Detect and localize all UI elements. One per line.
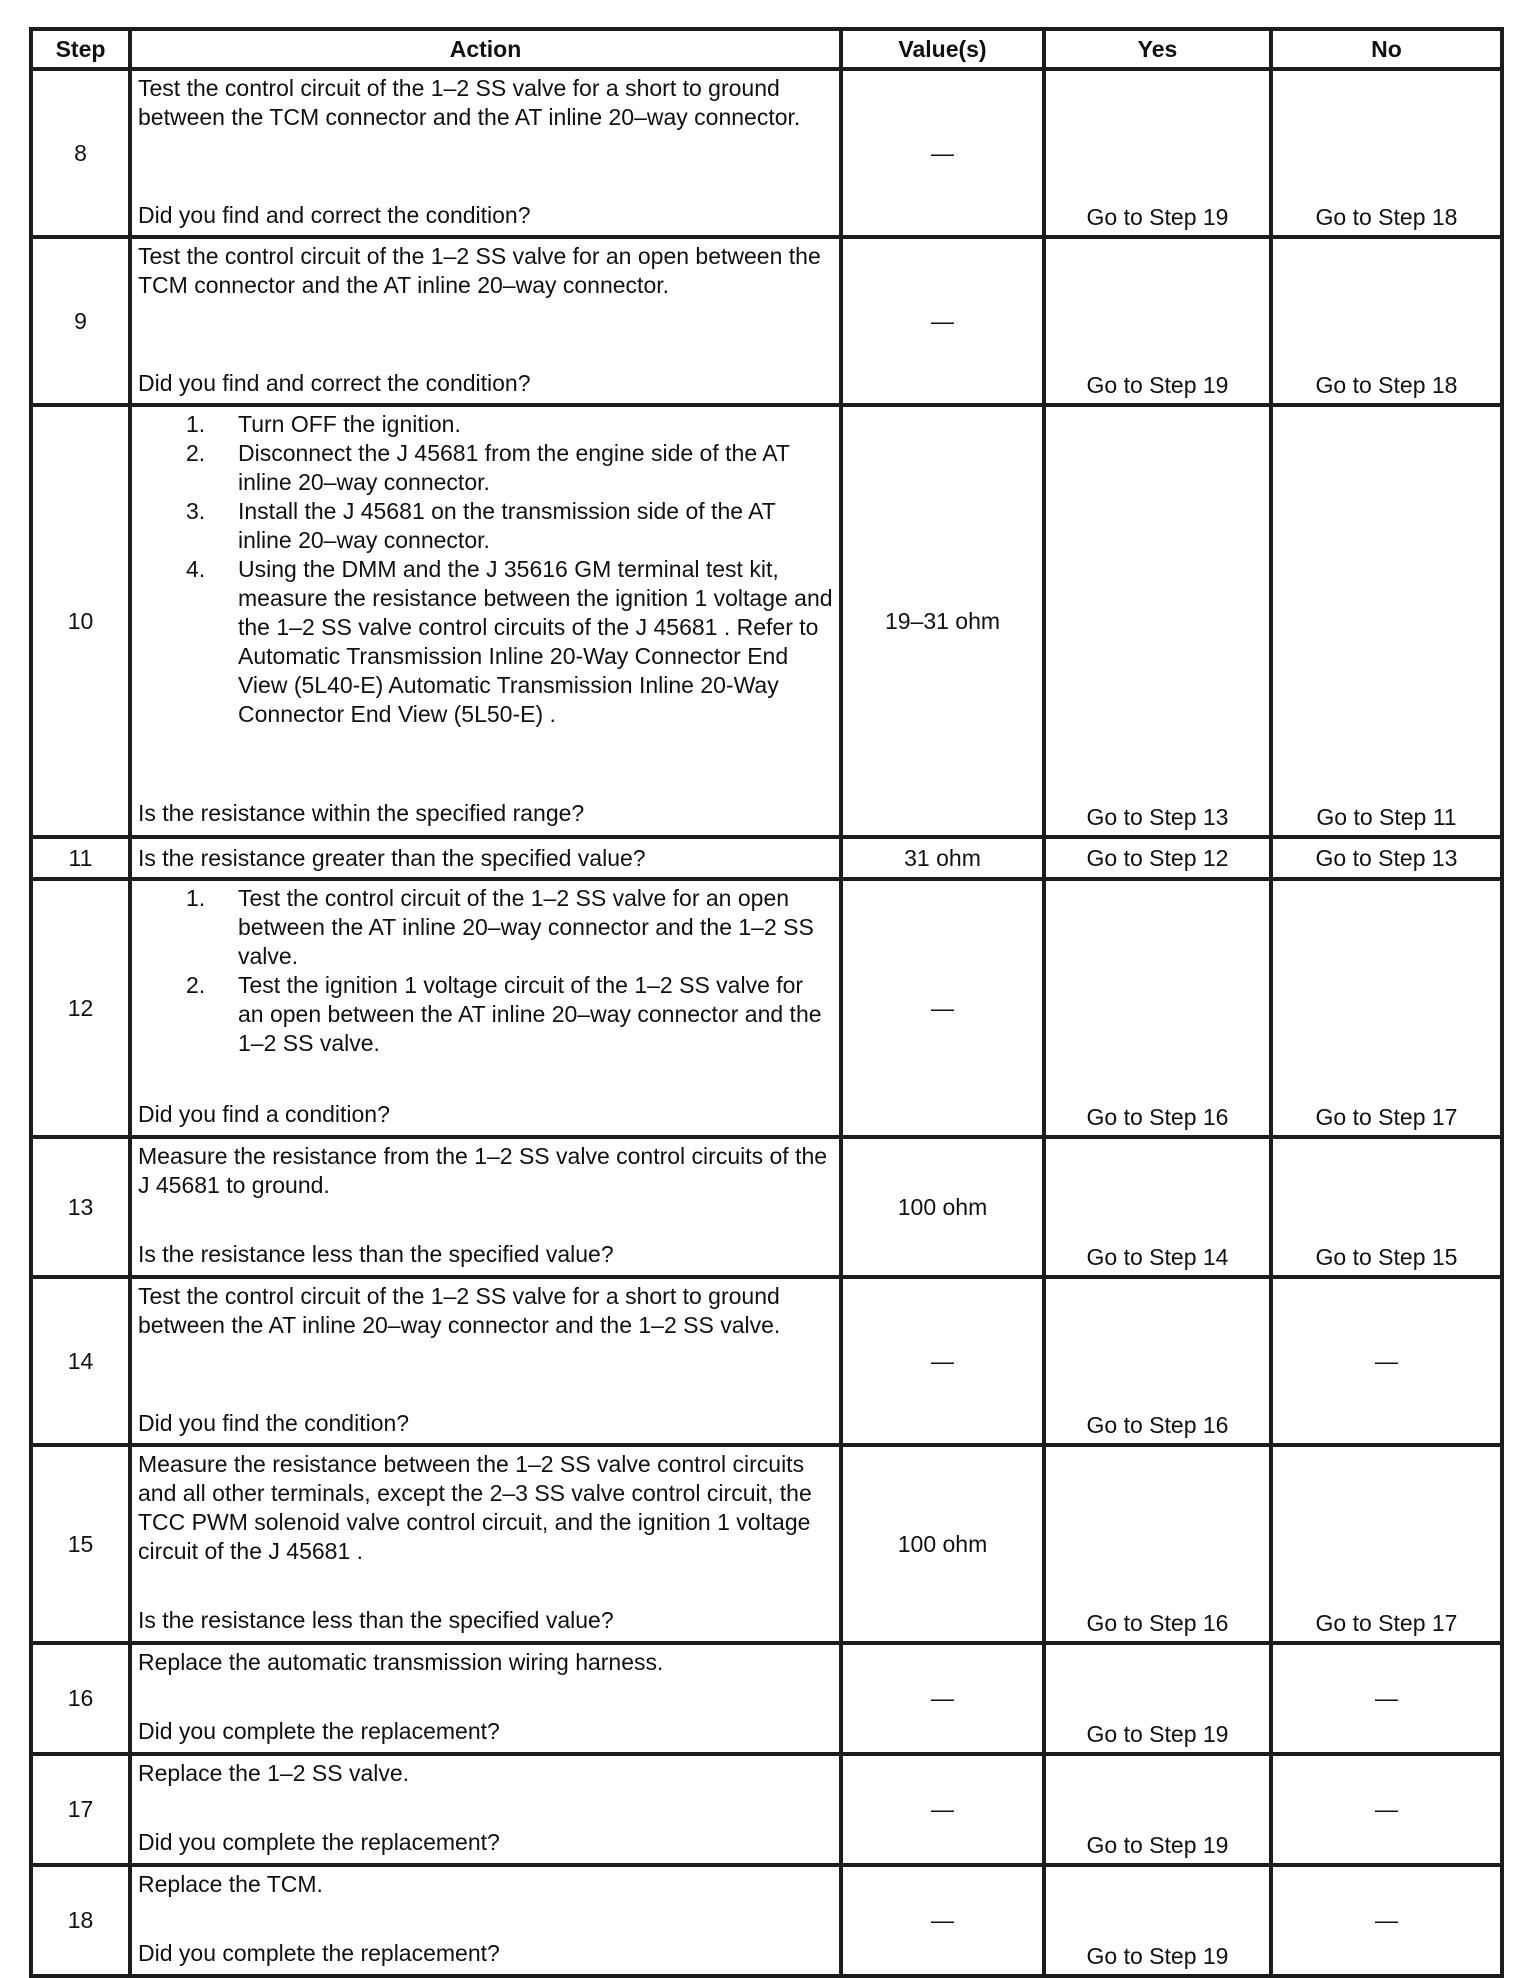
value-cell: — (841, 1277, 1044, 1445)
header-yes: Yes (1044, 29, 1271, 69)
step-item-number: 4. (186, 556, 206, 582)
step-item-number: 3. (186, 498, 206, 524)
step-number: 13 (31, 1137, 130, 1277)
step-number: 10 (31, 405, 130, 837)
table-row (31, 879, 1502, 1137)
step-item-text: Using the DMM and the J 35616 GM terminal test kit, measure the resistance between the ignition 1 voltage and the 1–2 SS valve control circuits of the J 45681 . Refer to Automatic Transmission Inline 20-Way Connector End View (5L40-E) Automatic Transmission Inline 20-Way Connector End View (5L50-E) . (238, 556, 833, 727)
step-item-text: Disconnect the J 45681 from the engine side of the AT inline 20–way connector. (238, 440, 790, 495)
action-text: Test the control circuit of the 1–2 SS valve for an open between the TCM connector and the AT inline 20–way connector. (138, 243, 821, 298)
no-cell (1271, 1445, 1502, 1643)
list-item (138, 410, 833, 439)
table-row (31, 237, 1502, 405)
action-question: Did you complete the replacement? (138, 1940, 500, 1966)
action-question: Did you find a condition? (138, 1101, 390, 1127)
step-number: 15 (31, 1445, 130, 1643)
yes-link[interactable]: Go to Step 16 (1086, 1610, 1229, 1636)
step-number: 8 (31, 69, 130, 237)
yes-cell (1044, 1865, 1271, 1976)
value-cell: 19–31 ohm (841, 405, 1044, 837)
table-row (31, 1865, 1502, 1976)
list-item (138, 439, 833, 497)
action-question: Is the resistance greater than the specified value? (138, 845, 646, 871)
header-action: Action (130, 29, 841, 69)
action-cell (130, 1643, 841, 1754)
yes-cell (1044, 237, 1271, 405)
no-cell (1271, 237, 1502, 405)
action-cell (130, 405, 841, 837)
action-question: Did you find and correct the condition? (138, 370, 531, 396)
value-cell: — (841, 1865, 1044, 1976)
action-text: Replace the TCM. (138, 1871, 323, 1897)
table-row (31, 69, 1502, 237)
no-cell: — (1271, 1754, 1502, 1865)
table-row (31, 1754, 1502, 1865)
yes-cell (1044, 1445, 1271, 1643)
step-item-number: 2. (186, 972, 206, 998)
table-row (31, 405, 1502, 837)
action-question: Is the resistance less than the specified value? (138, 1607, 614, 1633)
header-values: Value(s) (841, 29, 1044, 69)
step-number: 17 (31, 1754, 130, 1865)
no-cell: — (1271, 1865, 1502, 1976)
yes-link[interactable]: Go to Step 12 (1086, 844, 1229, 871)
action-text: Replace the 1–2 SS valve. (138, 1760, 410, 1786)
step-number: 9 (31, 237, 130, 405)
step-number: 18 (31, 1865, 130, 1976)
yes-link[interactable]: Go to Step 19 (1086, 1943, 1229, 1969)
no-link[interactable]: Go to Step 17 (1315, 1610, 1458, 1636)
no-link[interactable]: Go to Step 13 (1315, 844, 1458, 871)
list-item (138, 497, 833, 555)
action-cell (130, 837, 841, 879)
action-cell (130, 69, 841, 237)
list-item (138, 555, 833, 729)
step-item-text: Test the control circuit of the 1–2 SS valve for an open between the AT inline 20–way connector and the 1–2 SS valve. (238, 885, 814, 969)
yes-link[interactable]: Go to Step 19 (1086, 204, 1229, 230)
table-row (31, 837, 1502, 879)
yes-link[interactable]: Go to Step 16 (1086, 1412, 1229, 1438)
step-number: 12 (31, 879, 130, 1137)
no-cell (1271, 1137, 1502, 1277)
yes-link[interactable]: Go to Step 19 (1086, 372, 1229, 398)
step-item-number: 2. (186, 440, 206, 466)
action-cell (130, 1137, 841, 1277)
yes-cell (1044, 405, 1271, 837)
action-question: Is the resistance less than the specified value? (138, 1241, 614, 1267)
value-cell: — (841, 237, 1044, 405)
step-item-number: 1. (186, 411, 206, 437)
table-row (31, 1445, 1502, 1643)
step-item-text: Install the J 45681 on the transmission side of the AT inline 20–way connector. (238, 498, 776, 553)
step-item-number: 1. (186, 885, 206, 911)
yes-cell (1044, 837, 1271, 879)
header-no: No (1271, 29, 1502, 69)
value-cell: 100 ohm (841, 1137, 1044, 1277)
action-cell (130, 1445, 841, 1643)
action-question: Did you complete the replacement? (138, 1829, 500, 1855)
yes-cell (1044, 1643, 1271, 1754)
no-link[interactable]: Go to Step 11 (1316, 804, 1457, 830)
no-cell (1271, 405, 1502, 837)
no-cell: — (1271, 1277, 1502, 1445)
table-row (31, 1643, 1502, 1754)
step-number: 11 (31, 837, 130, 879)
yes-link[interactable]: Go to Step 19 (1086, 1721, 1229, 1747)
yes-cell (1044, 1754, 1271, 1865)
no-cell (1271, 69, 1502, 237)
action-cell (130, 1865, 841, 1976)
no-link[interactable]: Go to Step 17 (1315, 1104, 1458, 1130)
action-cell (130, 1754, 841, 1865)
yes-cell (1044, 879, 1271, 1137)
step-number: 16 (31, 1643, 130, 1754)
no-link[interactable]: Go to Step 15 (1315, 1244, 1458, 1270)
action-text: Measure the resistance from the 1–2 SS valve control circuits of the J 45681 to ground. (138, 1143, 828, 1198)
no-cell: — (1271, 1643, 1502, 1754)
action-cell (130, 1277, 841, 1445)
action-steps (138, 410, 833, 761)
action-text: Test the control circuit of the 1–2 SS valve for a short to ground between the AT inline 20–way connector and the 1–2 SS valve. (138, 1283, 781, 1338)
action-steps (138, 884, 833, 1062)
action-question: Did you find the condition? (138, 1410, 410, 1436)
yes-cell (1044, 1277, 1271, 1445)
no-cell (1271, 837, 1502, 879)
diagnostic-table (29, 27, 1504, 1978)
table-row (31, 1277, 1502, 1445)
action-text: Replace the automatic transmission wiring harness. (138, 1649, 664, 1675)
yes-link[interactable]: Go to Step 16 (1086, 1104, 1229, 1130)
action-question: Is the resistance within the specified range? (138, 800, 585, 826)
no-link[interactable]: Go to Step 18 (1315, 372, 1458, 398)
action-cell (130, 879, 841, 1137)
yes-link[interactable]: Go to Step 14 (1086, 1244, 1229, 1270)
value-cell: 100 ohm (841, 1445, 1044, 1643)
no-cell (1271, 879, 1502, 1137)
action-cell (130, 237, 841, 405)
no-link[interactable]: Go to Step 18 (1315, 204, 1458, 230)
header-row (31, 29, 1502, 69)
value-cell: — (841, 1754, 1044, 1865)
action-question: Did you find and correct the condition? (138, 202, 531, 228)
action-text: Test the control circuit of the 1–2 SS valve for a short to ground between the TCM connector and the AT inline 20–way connector. (138, 75, 801, 130)
yes-cell (1044, 69, 1271, 237)
yes-cell (1044, 1137, 1271, 1277)
step-number: 14 (31, 1277, 130, 1445)
list-item (138, 884, 833, 971)
value-cell: — (841, 69, 1044, 237)
yes-link[interactable]: Go to Step 13 (1086, 804, 1229, 830)
action-text: Measure the resistance between the 1–2 SS valve control circuits and all other terminals, except the 2–3 SS valve control circuit, the TCC PWM solenoid valve control circuit, and the ignition 1 voltage circuit of the J 45681 . (138, 1451, 812, 1564)
value-cell: — (841, 1643, 1044, 1754)
value-cell: 31 ohm (841, 837, 1044, 879)
step-item-text: Test the ignition 1 voltage circuit of the 1–2 SS valve for an open between the AT inline 20–way connector and the 1–2 SS valve. (238, 972, 822, 1056)
yes-link[interactable]: Go to Step 19 (1086, 1832, 1229, 1858)
list-item (138, 971, 833, 1058)
header-step: Step (31, 29, 130, 69)
step-item-text: Turn OFF the ignition. (238, 411, 461, 437)
action-question: Did you complete the replacement? (138, 1718, 500, 1744)
table-row (31, 1137, 1502, 1277)
value-cell: — (841, 879, 1044, 1137)
